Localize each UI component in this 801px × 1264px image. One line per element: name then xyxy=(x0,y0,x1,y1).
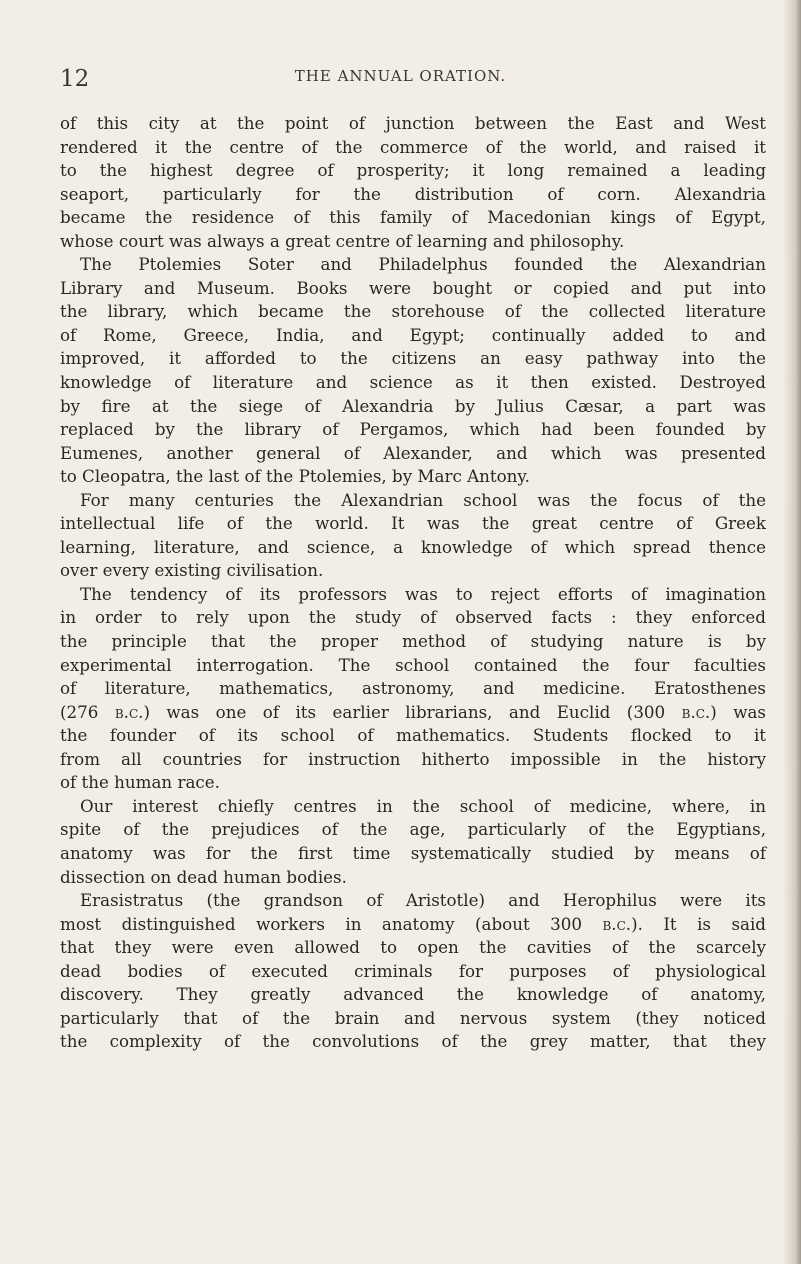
text-line: anatomy was for the first time systematically studied by means of xyxy=(60,842,766,863)
text-line: by fire at the siege of Alexandria by Julius Cæsar, a part was xyxy=(60,395,766,416)
text-line: became the residence of this family of Macedonian kings of Egypt, xyxy=(60,207,766,228)
text-line: the principle that the proper method of studying nature is by xyxy=(60,631,766,652)
text-line: the founder of its school of mathematics. Students flocked to it xyxy=(60,725,766,746)
text-line: that they were even allowed to open the cavities of the scarcely xyxy=(60,937,766,958)
text-line: knowledge of literature and science as it then existed. Destroyed xyxy=(60,372,766,393)
text-line: over every existing civilisation. xyxy=(60,560,324,581)
text-line: particularly that of the brain and nervous system (they noticed xyxy=(60,1007,766,1028)
text-line: For many centuries the Alexandrian school was the focus of the xyxy=(80,489,766,510)
text-line: to the highest degree of prosperity; it long remained a leading xyxy=(60,160,766,181)
text-line: from all countries for instruction hitherto impossible in the history xyxy=(60,748,766,769)
text-line: most distinguished workers in anatomy (about 300 b.c.). It is said xyxy=(60,913,766,934)
text-line: whose court was always a great centre of learning and philosophy. xyxy=(60,230,625,251)
body-text xyxy=(60,112,766,1054)
text-line: improved, it afforded to the citizens an easy pathway into the xyxy=(60,348,766,369)
text-line: Erasistratus (the grandson of Aristotle) and Herophilus were its xyxy=(80,890,766,911)
text-line: in order to rely upon the study of observed facts : they enforced xyxy=(60,607,766,628)
text-line: The tendency of its professors was to reject efforts of imagination xyxy=(80,583,766,604)
text-line: Library and Museum. Books were bought or copied and put into xyxy=(60,277,766,298)
text-line: experimental interrogation. The school contained the four faculties xyxy=(60,654,766,675)
text-line: Our interest chiefly centres in the school of medicine, where, in xyxy=(80,795,766,816)
text-line: The Ptolemies Soter and Philadelphus founded the Alexandrian xyxy=(80,254,766,275)
text-line: learning, literature, and science, a knowledge of which spread thence xyxy=(60,536,766,557)
text-line: rendered it the centre of the commerce of the world, and raised it xyxy=(60,136,766,157)
page-header xyxy=(0,64,801,94)
text-line: the library, which became the storehouse of the collected literature xyxy=(60,301,766,322)
running-title: THE ANNUAL ORATION. xyxy=(294,67,507,85)
text-line: the complexity of the convolutions of the grey matter, that they xyxy=(60,1031,766,1052)
text-line: seaport, particularly for the distribution of corn. Alexandria xyxy=(60,183,766,204)
text-line: replaced by the library of Pergamos, which had been founded by xyxy=(60,419,766,440)
text-line: discovery. They greatly advanced the knowledge of anatomy, xyxy=(60,984,766,1005)
text-line: spite of the prejudices of the age, particularly of the Egyptians, xyxy=(60,819,766,840)
text-line: of the human race. xyxy=(60,772,220,793)
page-number: 12 xyxy=(60,66,90,92)
text-line: dissection on dead human bodies. xyxy=(60,866,347,887)
text-line: to Cleopatra, the last of the Ptolemies, by Marc Antony. xyxy=(60,466,530,487)
text-line: of Rome, Greece, India, and Egypt; continually added to and xyxy=(60,324,766,345)
text-line: of literature, mathematics, astronomy, and medicine. Eratosthenes xyxy=(60,678,766,699)
text-line: dead bodies of executed criminals for purposes of physiological xyxy=(60,960,766,981)
text-line: of this city at the point of junction between the East and West xyxy=(60,113,766,133)
page-edge-shadow xyxy=(783,0,801,1264)
text-line: (276 b.c.) was one of its earlier librarians, and Euclid (300 b.c.) was xyxy=(60,701,766,722)
text-line: intellectual life of the world. It was the great centre of Greek xyxy=(60,513,766,534)
text-line: Eumenes, another general of Alexander, and which was presented xyxy=(60,442,766,463)
